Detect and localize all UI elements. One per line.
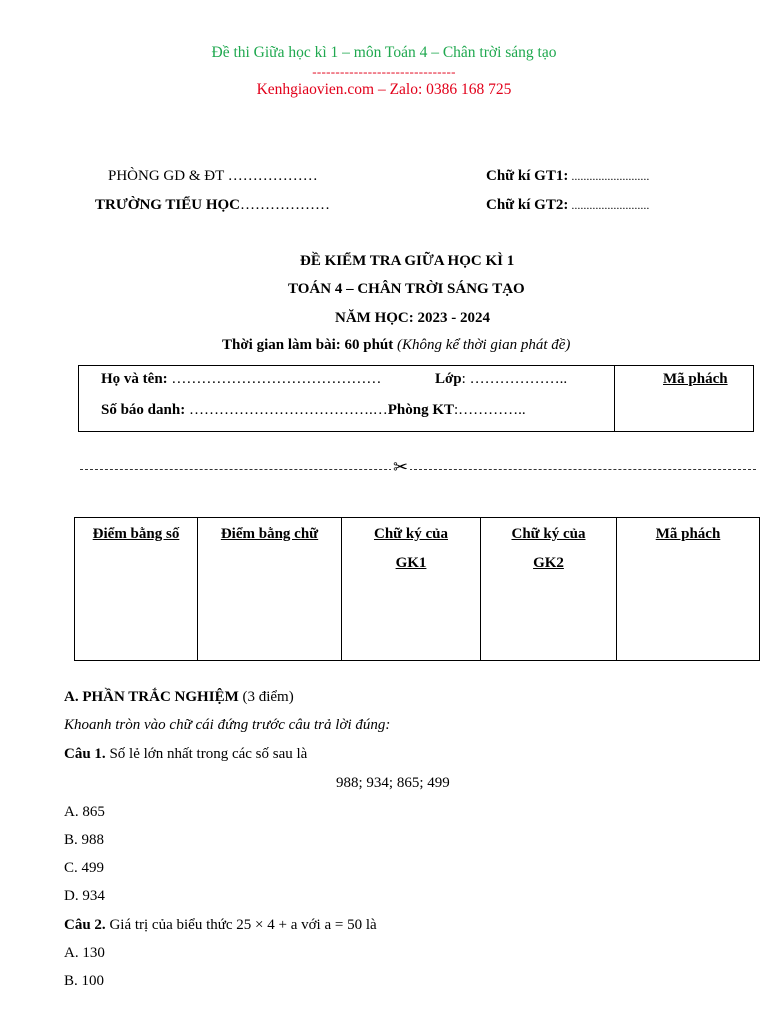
question-2-label: Câu 2. — [64, 917, 106, 933]
gt2-signature — [486, 197, 649, 214]
score-table-row — [75, 518, 760, 661]
score-table — [74, 517, 760, 661]
name-label: Họ và tên: — [101, 371, 168, 387]
id-field[interactable]: ……………………………….… — [185, 402, 388, 418]
school-label: TRƯỜNG TIỂU HỌC — [95, 197, 241, 213]
class-field[interactable]: : ……………….. — [461, 371, 568, 387]
question-1-numbers: 988; 934; 865; 499 — [336, 775, 450, 791]
section-a-points: (3 điểm) — [238, 689, 294, 705]
gk1-header-line1: Chữ ký của — [373, 526, 449, 542]
section-a-title: A. PHẦN TRẮC NGHIỆM — [64, 689, 239, 705]
gk1-signature-cell[interactable] — [342, 518, 481, 661]
room-field[interactable]: :………….. — [454, 402, 526, 418]
code-header: Mã phách — [655, 526, 721, 542]
score-word-header: Điểm bằng chữ — [220, 526, 319, 542]
gt2-label: Chữ kí GT2: — [486, 197, 569, 213]
question-1-option-b[interactable]: B. 988 — [64, 832, 105, 848]
question-1-text: Số lẻ lớn nhất trong các số sau là — [105, 746, 308, 762]
question-2-text: Giá trị của biểu thức 25 × 4 + a với a = 50 là — [105, 917, 377, 933]
section-a-instruction: Khoanh tròn vào chữ cái đứng trước câu trả lời đúng: — [64, 717, 391, 733]
code-label-top: Mã phách — [663, 371, 728, 387]
department-line: PHÒNG GD & ĐT ……………… — [108, 168, 318, 184]
school-dots: ……………… — [240, 197, 331, 213]
question-1-option-d[interactable]: D. 934 — [64, 888, 105, 904]
question-1 — [64, 746, 307, 763]
student-box-divider — [614, 366, 615, 431]
gt1-dots: .......................... — [568, 169, 650, 183]
name-field[interactable]: …………………………………… — [167, 371, 382, 387]
exam-time — [222, 337, 570, 354]
gk2-signature-cell[interactable] — [481, 518, 617, 661]
header-separator: ------------------------------- — [312, 64, 456, 79]
id-row — [101, 402, 526, 419]
gk1-header-line2: GK1 — [395, 555, 427, 571]
question-2-option-a[interactable]: A. 130 — [64, 945, 105, 961]
scissors-icon: ✂ — [393, 457, 409, 478]
question-1-option-c[interactable]: C. 499 — [64, 860, 105, 876]
exam-time-label: Thời gian làm bài: 60 phút — [222, 337, 394, 353]
gk2-header-line1: Chữ ký của — [511, 526, 586, 542]
class-label: Lớp — [435, 371, 462, 387]
score-number-cell[interactable] — [75, 518, 198, 661]
code-cell[interactable] — [617, 518, 760, 661]
document-source-title: Đề thi Giữa học kì 1 – môn Toán 4 – Chân trời sáng tạo — [211, 44, 557, 61]
id-label: Số báo danh: — [101, 402, 186, 418]
contact-line: Kenhgiaovien.com – Zalo: 0386 168 725 — [256, 81, 512, 98]
student-info-box — [78, 365, 754, 432]
score-word-cell[interactable] — [198, 518, 342, 661]
name-row — [101, 371, 381, 388]
exam-subject: TOÁN 4 – CHÂN TRỜI SÁNG TẠO — [288, 281, 525, 297]
cut-line — [80, 469, 756, 470]
score-number-header: Điểm bằng số — [92, 526, 180, 542]
exam-year: NĂM HỌC: 2023 - 2024 — [335, 310, 490, 326]
question-2 — [64, 917, 377, 934]
school-line — [95, 197, 330, 214]
gk2-header-line2: GK2 — [533, 555, 564, 571]
gt1-signature — [486, 168, 649, 185]
section-a-heading — [64, 689, 294, 706]
question-1-label: Câu 1. — [64, 746, 106, 762]
question-1-option-a[interactable]: A. 865 — [64, 804, 105, 820]
exam-title: ĐỀ KIỂM TRA GIỮA HỌC KÌ 1 — [300, 253, 515, 269]
exam-time-note: (Không kể thời gian phát đề) — [397, 337, 571, 353]
class-row — [435, 371, 567, 388]
gt1-label: Chữ kí GT1: — [486, 168, 569, 184]
gt2-dots: .......................... — [568, 198, 650, 212]
question-2-option-b[interactable]: B. 100 — [64, 973, 105, 989]
room-label: Phòng KT — [387, 402, 454, 418]
